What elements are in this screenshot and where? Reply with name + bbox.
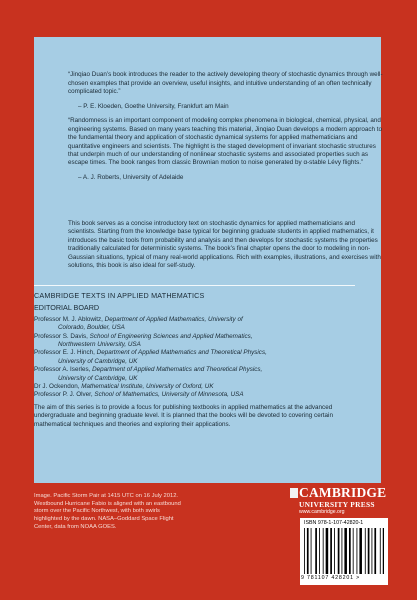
barcode-number: 9 781107 428201 > bbox=[301, 575, 361, 581]
member-affiliation: Department of Applied Mathematics and Theoretical Physics, bbox=[94, 349, 267, 357]
endorsement-attribution: – A. J. Roberts, University of Adelaide bbox=[78, 174, 184, 182]
member-affiliation-cont: University of Cambridge, UK bbox=[58, 357, 138, 365]
board-member bbox=[34, 383, 356, 391]
board-member bbox=[34, 316, 356, 333]
endorsement-1 bbox=[68, 65, 384, 111]
member-name: Professor S. Davis, bbox=[34, 332, 88, 340]
endorsement-2 bbox=[68, 111, 384, 182]
member-affiliation-cont: Colorado, Boulder, USA bbox=[58, 324, 125, 332]
endorsement-attribution: – P. E. Kloeden, Goethe University, Frankfurt am Main bbox=[78, 102, 229, 110]
barcode-box bbox=[300, 518, 388, 585]
member-affiliation: School of Mathematics, University of Minnesota, USA bbox=[92, 391, 244, 399]
publisher-subtitle: UNIVERSITY PRESS bbox=[299, 500, 375, 509]
board-member bbox=[34, 333, 356, 350]
member-name: Professor M. J. Ablowitz, bbox=[34, 315, 103, 323]
series-aim: The aim of this series is to provide a focus for publishing textbooks in applied mathematics at the advanced undergraduate and beginning graduate level. It is planned that the books will be devoted to covering certain mathematical techniques and theories and exploring their applications. bbox=[34, 403, 333, 428]
book-description bbox=[68, 220, 384, 270]
barcode-icon bbox=[304, 528, 384, 574]
isbn: ISBN 978-1-107-42820-1 bbox=[304, 520, 364, 526]
member-affiliation-cont: Northwestern University, USA bbox=[58, 341, 141, 349]
endorsement-text: “Randomness is an important component of modeling complex phenomena in biological, chemical, physical, and engineering systems. Based on many years teaching this material, Jinqiao Duan develops a modern approach to the fundamental theory and application of stochastic dynamical systems for applied mathematicians and quantitative engineers and scientists. The highlight is the staged development of invariant stochastic structures that underpin much of our understanding of nonlinear stochastic systems and associated properties such as escape times. The book ranges from classic Brownian motion to noise generated by α-stable Lévy flights.” bbox=[68, 117, 382, 167]
publisher-url: www.cambridge.org bbox=[299, 509, 345, 515]
member-affiliation: Mathematical Institute, University of Oxford, UK bbox=[79, 383, 214, 391]
board-member bbox=[34, 349, 356, 366]
member-name: Professor P. J. Olver, bbox=[34, 391, 93, 399]
image-credit: Image. Pacific Storm Pair at 1415 UTC on 16 July 2012. Westbound Hurricane Fabio is aligned with an eastbound storm over the Pacific Northwest, with both swirls highlighted by the dawn. NASA–Goddard Space Flight Center, data from NOAA GOES. bbox=[34, 493, 181, 530]
member-affiliation: Department of Applied Mathematics and Theoretical Physics, bbox=[90, 366, 263, 374]
member-name: Professor A. Iserles, bbox=[34, 366, 91, 374]
editorial-board-title: EDITORIAL BOARD bbox=[34, 303, 100, 313]
publisher-name: CAMBRIDGE bbox=[299, 485, 387, 500]
member-affiliation-cont: University of Cambridge, UK bbox=[58, 374, 138, 382]
series-title: CAMBRIDGE TEXTS IN APPLIED MATHEMATICS bbox=[34, 291, 205, 300]
board-member bbox=[34, 366, 356, 383]
member-affiliation: Department of Applied Mathematics, University of bbox=[102, 315, 243, 323]
member-affiliation: School of Engineering Sciences and Applied Mathematics, bbox=[87, 332, 253, 340]
panel-divider bbox=[34, 285, 355, 286]
description-text: This book serves as a concise introductory text on stochastic dynamics for applied mathematicians and scientists. Starting from the knowledge base typical for beginning graduate students in applied mathematics, it introduces the basic tools from probability and analysis and then develops for stochastic systems the properties traditionally calculated for deterministic systems. The book’s final chapter opens the door to modeling in non-Gaussian situations, typical of many real-world applications. Rich with examples, illustrations, and exercises with solutions, this book is also ideal for self-study. bbox=[68, 220, 381, 270]
series-info bbox=[34, 292, 356, 429]
endorsement-text: “Jinqiao Duan’s book introduces the reader to the actively developing theory of stochastic dynamics through well-chosen examples that provide an overview, useful insights, and intuitive understanding of an often technically complicated topic.” bbox=[68, 71, 383, 96]
board-member bbox=[34, 391, 356, 399]
member-name: Dr J. Ockendon, bbox=[34, 383, 80, 391]
member-name: Professor E. J. Hinch, bbox=[34, 349, 95, 357]
crest-icon bbox=[290, 488, 298, 498]
editorial-board-list bbox=[34, 316, 356, 400]
